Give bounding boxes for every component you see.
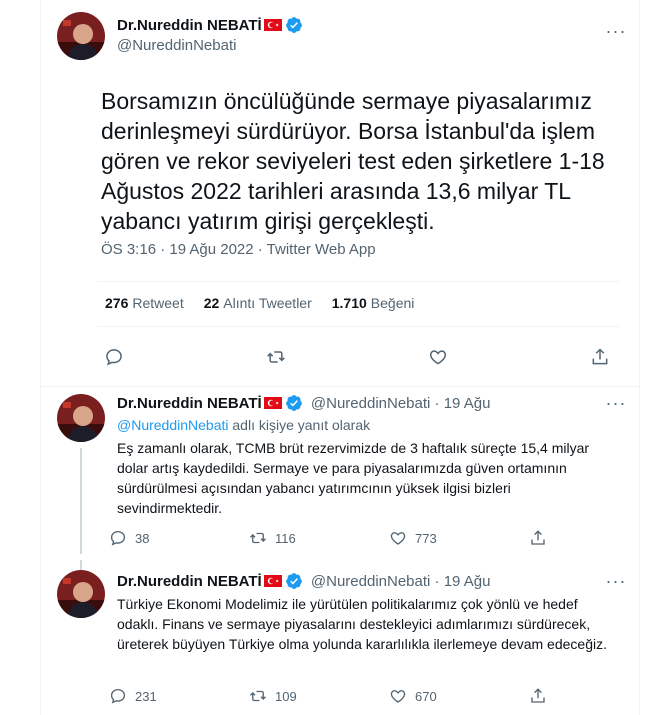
avatar[interactable] xyxy=(57,394,105,442)
retweet-count: 109 xyxy=(275,688,297,704)
retweet-icon xyxy=(249,529,267,547)
share-button[interactable] xyxy=(529,529,549,547)
reply-text: Eş zamanlı olarak, TCMB brüt rezervimizde de 3 haftalık süreçte 15,4 milyar dolar artış kaydedildi. Sermaye ve para piyasalarımızda güven ortamının sürdürülmesi açısından yabancı yatırımcının yüksek ilgisi bizleri sevindirmektedir. xyxy=(117,440,590,516)
like-count: 773 xyxy=(415,530,437,546)
retweet-button[interactable] xyxy=(249,687,329,705)
more-icon[interactable]: ··· xyxy=(605,392,627,413)
reply-tweet[interactable] xyxy=(41,560,641,715)
quote-count: 22 xyxy=(203,295,220,311)
avatar[interactable] xyxy=(57,570,105,618)
turkey-flag-icon xyxy=(264,397,282,409)
like-count: 1.710 xyxy=(331,295,367,311)
like-label: Beğeni xyxy=(370,295,415,311)
like-stat[interactable] xyxy=(332,295,415,311)
share-icon xyxy=(529,529,547,547)
reply-icon xyxy=(109,529,127,547)
quote-stat[interactable] xyxy=(204,295,312,311)
thread-connector xyxy=(80,448,82,554)
tweet-stats xyxy=(105,295,414,311)
avatar-image xyxy=(57,12,105,60)
heart-icon xyxy=(428,347,448,367)
like-button[interactable] xyxy=(421,340,455,374)
share-icon xyxy=(529,687,547,705)
replying-to xyxy=(117,417,370,433)
reply-header xyxy=(117,572,490,590)
verified-badge-icon xyxy=(285,572,303,590)
replying-to-link[interactable]: @NureddinNebati xyxy=(117,417,229,433)
verified-badge-icon xyxy=(285,394,303,412)
reply-icon xyxy=(109,687,127,705)
like-button[interactable] xyxy=(389,687,469,705)
tweet-author[interactable] xyxy=(117,16,303,54)
share-button[interactable] xyxy=(583,340,617,374)
author-handle-date[interactable]: @NureddinNebati · 19 Ağu xyxy=(310,573,491,590)
reply-header xyxy=(117,394,490,412)
retweet-icon xyxy=(266,347,286,367)
replying-to-suffix: adlı kişiye yanıt olarak xyxy=(228,417,371,433)
heart-icon xyxy=(389,529,407,547)
turkey-flag-icon xyxy=(264,575,282,587)
author-name[interactable]: Dr.Nureddin NEBATİ xyxy=(117,395,262,412)
avatar[interactable] xyxy=(57,12,105,60)
reply-button[interactable] xyxy=(109,687,189,705)
thread-connector xyxy=(80,560,82,570)
retweet-label: Retweet xyxy=(132,295,184,311)
more-icon[interactable]: ··· xyxy=(605,20,627,41)
quote-label: Alıntı Tweetler xyxy=(223,295,312,311)
share-icon xyxy=(590,347,610,367)
heart-icon xyxy=(389,687,407,705)
reply-icon xyxy=(104,347,124,367)
tweet-meta[interactable]: ÖS 3:16 · 19 Ağu 2022 · Twitter Web App xyxy=(101,241,376,258)
author-name[interactable]: Dr.Nureddin NEBATİ xyxy=(117,573,262,590)
tweet-detail-column xyxy=(40,0,640,715)
retweet-count: 276 xyxy=(105,295,129,311)
retweet-icon xyxy=(249,687,267,705)
avatar-image xyxy=(57,570,105,618)
like-count: 670 xyxy=(415,688,437,704)
reply-text: Türkiye Ekonomi Modelimiz ile yürütülen politikalarımız çok yönlü ve hedef odaklı. Finans ve sermaye piyasalarını destekleyici adımlarımızı sürdürecek, üreterek büyüyen Türkiye olma yolunda kararlılıkla ilerlemeye devam edeceğiz. xyxy=(117,596,607,652)
reply-button[interactable] xyxy=(97,340,131,374)
turkey-flag-icon xyxy=(264,19,282,31)
tweet-actions xyxy=(97,340,617,374)
reply-actions xyxy=(109,526,549,550)
author-name[interactable]: Dr.Nureddin NEBATİ xyxy=(117,17,262,34)
retweet-button[interactable] xyxy=(259,340,293,374)
reply-count: 231 xyxy=(135,688,157,704)
verified-badge-icon xyxy=(285,16,303,34)
reply-button[interactable] xyxy=(109,529,189,547)
avatar-image xyxy=(57,394,105,442)
retweet-button[interactable] xyxy=(249,529,329,547)
reply-tweet[interactable] xyxy=(41,386,641,554)
retweet-count: 116 xyxy=(275,530,296,546)
share-button[interactable] xyxy=(529,687,549,705)
more-icon[interactable]: ··· xyxy=(605,570,627,591)
divider xyxy=(97,326,619,327)
author-handle-date[interactable]: @NureddinNebati · 19 Ağu xyxy=(310,395,491,412)
like-button[interactable] xyxy=(389,529,469,547)
divider xyxy=(97,281,619,282)
reply-count: 38 xyxy=(135,530,150,546)
tweet-text: Borsamızın öncülüğünde sermaye piyasalarımız derinleşmeyi sürdürüyor. Borsa İstanbul'da işlem gören ve rekor seviyeleri test eden şirketlere 1-18 Ağustos 2022 tarihleri arasında 13,6 milyar TL yabancı yatırım girişi gerçekleşti. xyxy=(101,88,605,234)
author-handle[interactable]: @NureddinNebati xyxy=(117,37,237,54)
retweet-stat[interactable] xyxy=(105,295,184,311)
reply-actions xyxy=(109,684,549,708)
